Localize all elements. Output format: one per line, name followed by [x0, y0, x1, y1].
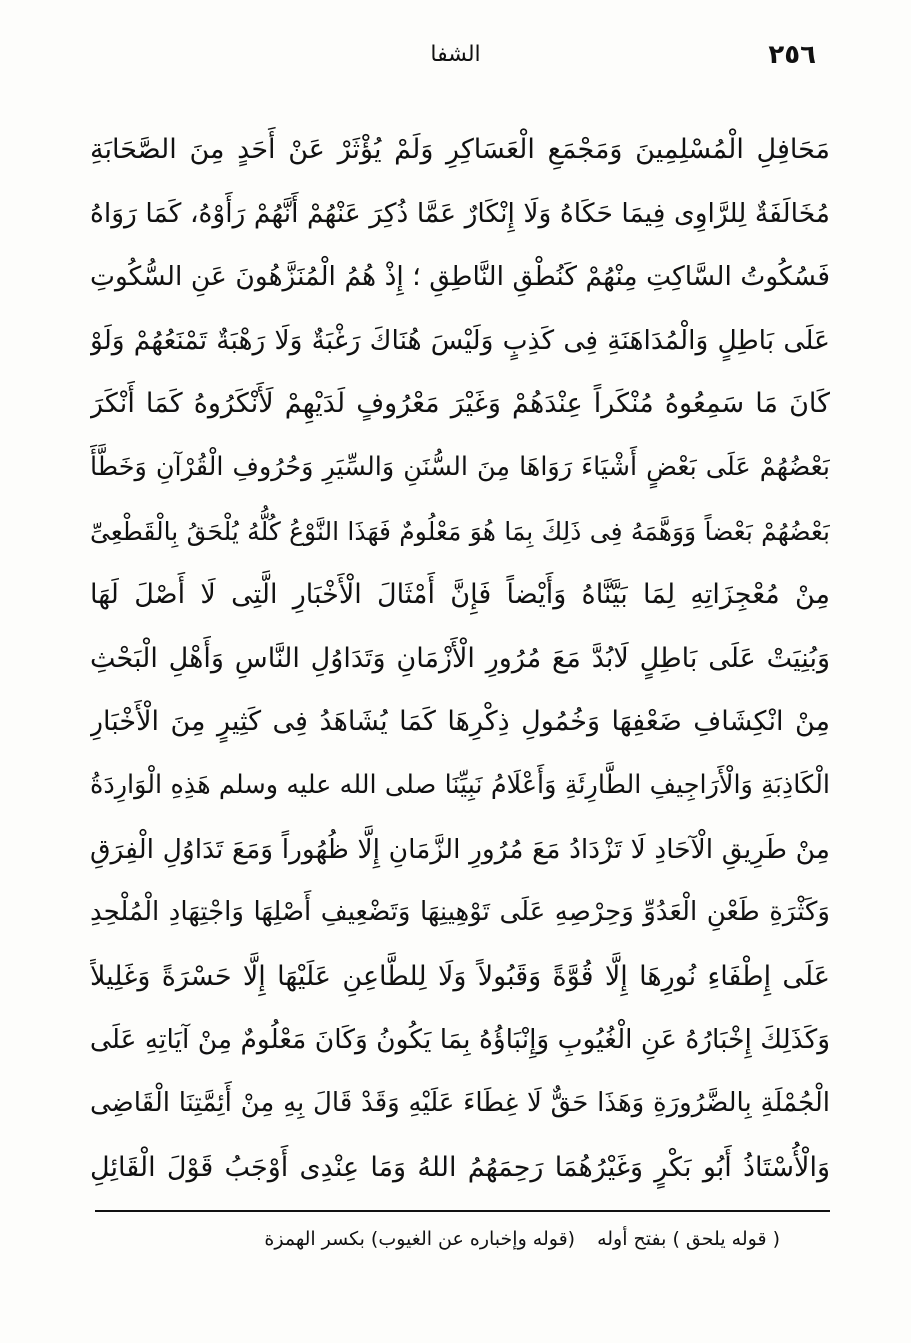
text-line: بَعْضُهُمْ عَلَى بَعْضٍ أَشْيَاءَ رَوَاهَا مِنَ السُّنَنِ وَالسِّيَرِ وَحُرُوفِ الْقُرْآنِ وَخَطَّأَ: [90, 451, 830, 482]
text-line: مَحَافِلِ الْمُسْلِمِينَ وَمَجْمَعِ الْعَسَاكِرِ وَلَمْ يُؤْثَرْ عَنْ أَحَدٍ مِنَ الصَّحَابَةِ: [90, 134, 830, 165]
text-line: بَعْضُهُمْ بَعْضاً وَوَهَّمَهُ فِى ذَلِكَ بِمَا هُوَ مَعْلُومٌ فَهَذَا النَّوْعُ كُلُّهُ يُلْحَقُ بِالْقَطْعِىِّ: [90, 516, 830, 546]
body-text: [90, 118, 830, 1199]
text-line: فَسُكُوتُ السَّاكِتِ مِنْهُمْ كَنُطْقِ النَّاطِقِ ؛ إِذْ هُمُ الْمُنَزَّهُونَ عَنِ السُّكُوتِ: [90, 261, 830, 293]
text-line: عَلَى إِطْفَاءِ نُورِهَا إِلَّا قُوَّةً وَقَبُولاً وَلَا لِلطَّاعِنِ عَلَيْهَا إِلَّا حَسْرَةً وَغَلِيلاً: [90, 960, 830, 992]
text-line: مِنْ طَرِيقِ الْآحَادِ لَا تَزْدَادُ مَعَ مُرُورِ الزَّمَانِ إِلَّا ظُهُوراً وَمَعَ تَدَاوُلِ الْفِرَقِ: [90, 833, 830, 865]
footnote-entry: (قوله وإخباره عن الغيوب) بكسر الهمزة: [264, 1228, 576, 1250]
text-line: كَانَ مَا سَمِعُوهُ مُنْكَراً عِنْدَهُمْ وَغَيْرَ مَعْرُوفٍ لَدَيْهِمْ لَأَنْكَرُوهُ كَمَا أَنْكَرَ: [90, 388, 830, 420]
running-title: الشفا: [430, 42, 481, 67]
footnote-entry: ( قوله يلحق ) بفتح أوله: [597, 1228, 780, 1250]
page-number: ٢٥٦: [768, 40, 816, 70]
text-line: الْكَاذِبَةِ وَالْأَرَاجِيفِ الطَّارِئَةِ وَأَعْلَامُ نَبِيِّنَا صلى الله عليه وسلم هَذِهِ الْوَارِدَةُ: [90, 769, 830, 800]
text-line: مِنْ انْكِشَافِ ضَعْفِهَا وَخُمُولِ ذِكْرِهَا كَمَا يُشَاهَدُ فِى كَثِيرٍ مِنَ الْأَخْبَارِ: [90, 706, 830, 738]
text-line: وَكَذَلِكَ إِخْبَارُهُ عَنِ الْغُيُوبِ وَإِنْبَاؤُهُ بِمَا يَكُونُ وَكَانَ مَعْلُومٌ مِنْ آيَاتِهِ عَلَى: [90, 1024, 830, 1056]
text-line: وَالْأُسْتَاذُ أَبُو بَكْرٍ وَغَيْرُهُمَا رَحِمَهُمُ اللهُ وَمَا عِنْدِى أَوْجَبُ قَوْلَ الْقَائِلِ: [90, 1151, 830, 1183]
text-line: عَلَى بَاطِلٍ وَالْمُدَاهَنَةِ فِى كَذِبٍ وَلَيْسَ هُنَاكَ رَغْبَةٌ وَلَا رَهْبَةٌ تَمْنَعُهُمْ وَلَوْ: [90, 324, 830, 356]
text-line: وَكَثْرَةِ طَعْنِ الْعَدُوِّ وَحِرْصِهِ عَلَى تَوْهِينِهَا وَتَضْعِيفِ أَصْلِهَا وَاجْتِهَادِ الْمُلْحِدِ: [90, 897, 830, 928]
text-line: الْجُمْلَةِ بِالضَّرُورَةِ وَهَذَا حَقٌّ لَا غِطَاءَ عَلَيْهِ وَقَدْ قَالَ بِهِ مِنْ أَئِمَّتِنَا الْقَاضِى: [90, 1087, 830, 1118]
footnote: [190, 1228, 780, 1250]
text-line: مُخَالَفَةٌ لِلرَّاوِى فِيمَا حَكَاهُ وَلَا إِنْكَارٌ عَمَّا ذُكِرَ عَنْهُمْ أَنَّهُمْ رَأَوْهُ، كَمَا رَوَاهُ: [90, 197, 830, 229]
footnote-divider: [95, 1210, 830, 1212]
page-header: [95, 40, 816, 80]
text-line: مِنْ مُعْجِزَاتِهِ لِمَا بَيَّنَّاهُ وَأَيْضاً فَإِنَّ أَمْثَالَ الْأَخْبَارِ الَّتِى لَا أَصْلَ لَهَا: [90, 579, 830, 611]
text-line: وَبُنِيَتْ عَلَى بَاطِلٍ لَابُدَّ مَعَ مُرُورِ الْأَزْمَانِ وَتَدَاوُلِ النَّاسِ وَأَهْلِ الْبَحْثِ: [90, 642, 830, 674]
